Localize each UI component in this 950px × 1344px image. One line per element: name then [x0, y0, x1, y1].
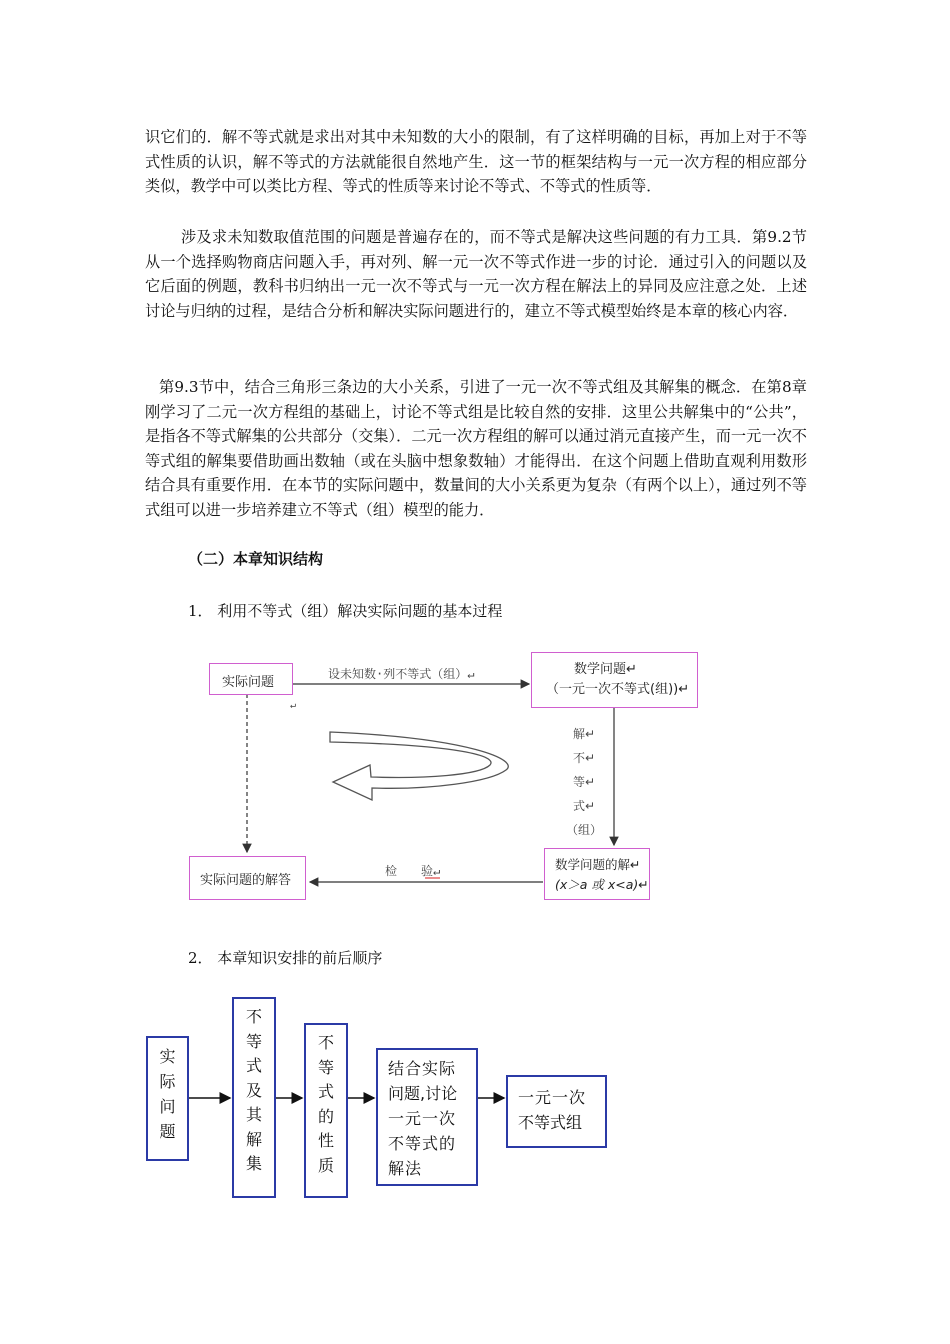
box1-char: 实 — [159, 1047, 176, 1066]
box-inequality-system — [506, 1075, 607, 1148]
box2-char: 式 — [245, 1056, 262, 1075]
math-problem-box — [531, 652, 698, 708]
box2-char: 集 — [245, 1154, 262, 1173]
box-inequality-properties — [304, 1023, 348, 1198]
box3-char: 不 — [317, 1033, 334, 1052]
box1-char: 题 — [159, 1122, 176, 1141]
box3-char: 式 — [317, 1082, 334, 1101]
box2-char: 不 — [245, 1007, 262, 1026]
solve-inequality-label — [564, 722, 604, 842]
box2-char: 等 — [245, 1031, 262, 1051]
box3-char: 等 — [317, 1057, 334, 1077]
box-inequality-and-solution-set — [232, 997, 276, 1198]
real-problem-label: 实际问题 — [222, 675, 275, 690]
math-problem-line1: 数学问题↵ — [574, 662, 637, 677]
set-unknown-label: 设未知数·列不等式（组）↵ — [328, 667, 475, 681]
solve-char-3: 等↵ — [572, 775, 596, 789]
box4-line: 结合实际 — [388, 1059, 457, 1078]
box1-char: 问 — [159, 1097, 176, 1116]
box5-line: 一元一次 — [518, 1088, 587, 1107]
real-answer-box — [189, 856, 306, 900]
math-solution-line2: (x＞a 或 x<a)↵ — [555, 877, 649, 892]
box3-char: 性 — [317, 1131, 334, 1150]
box1-char: 际 — [159, 1072, 176, 1091]
box4-line: 不等式的 — [388, 1134, 457, 1153]
solve-char-1: 解↵ — [572, 727, 596, 741]
box3-char: 质 — [317, 1155, 334, 1175]
box3-char: 的 — [317, 1106, 334, 1126]
box4-line: 解法 — [388, 1159, 423, 1178]
box2-char: 及 — [245, 1080, 262, 1100]
box-real-problem — [146, 1036, 189, 1161]
curved-arrow — [330, 732, 508, 800]
solve-char-4: 式↵ — [572, 799, 596, 813]
math-solution-line1: 数学问题的解↵ — [555, 857, 641, 872]
box2-char: 其 — [245, 1105, 262, 1124]
subheading-1: 1． 利用不等式（组）解决实际问题的基本过程 — [188, 602, 503, 620]
paragraph-1: 识它们的．解不等式就是求出对其中未知数的大小的限制，有了这样明确的目标，再加上对于不等式性质的认识，解不等式的方法就能很自然地产生．这一节的框架结构与一元一次方程的相应部分类似，教学中可以类比方程、等式的性质等来讨论不等式、不等式的性质等． — [145, 128, 807, 196]
math-problem-line2: （一元一次不等式(组))↵ — [546, 682, 690, 697]
box4-line: 一元一次 — [388, 1109, 457, 1128]
box5-line: 不等式组 — [518, 1113, 583, 1132]
box-solving-method — [376, 1048, 478, 1186]
subheading-2: 2． 本章知识安排的前后顺序 — [188, 949, 383, 967]
paragraph-2: 涉及求未知数取值范围的问题是普遍存在的，而不等式是解决这些问题的有力工具．第9.2节从一个选择购物商店问题入手，再对列、解一元一次不等式作进一步的讨论．通过引入的问题以及它后面的例题，教科书归纳出一元一次不等式与一元一次方程在解法上的异同及应注意之处．上述讨论与归纳的过程，是结合分析和解决实际问题进行的，建立不等式模型始终是本章的核心内容． — [145, 228, 807, 320]
math-solution-box — [544, 848, 650, 900]
solve-char-5: （组） — [565, 823, 602, 837]
box4-line: 问题,讨论 — [388, 1084, 458, 1103]
solve-char-2: 不↵ — [572, 751, 596, 765]
real-answer-label: 实际问题的解答 — [200, 873, 292, 888]
real-problem-box — [209, 663, 293, 695]
box2-char: 解 — [245, 1129, 262, 1149]
stray-return-mark: ↵ — [290, 700, 297, 711]
paragraph-3: 第9.3节中，结合三角形三条边的大小关系，引进了一元一次不等式组及其解集的概念．在第8章刚学习了二元一次方程组的基础上，讨论不等式组是比较自然的安排．这里公共解集中的“公共”，是指各不等式解集的公共部分（交集）．二元一次方程组的解可以通过消元直接产生，而一元一次不等式组的解集要借助画出数轴（或在头脑中想象数轴）才能得出．在这个问题上借助直观利用数形结合具有重要作用．在本节的实际问题中，数量间的大小关系更为复杂（有两个以上），通过列不等式组可以进一步培养建立不等式（组）模型的能力． — [145, 378, 807, 519]
section-heading: （二）本章知识结构 — [188, 550, 324, 568]
check-label: 检 验↵ — [385, 864, 441, 878]
